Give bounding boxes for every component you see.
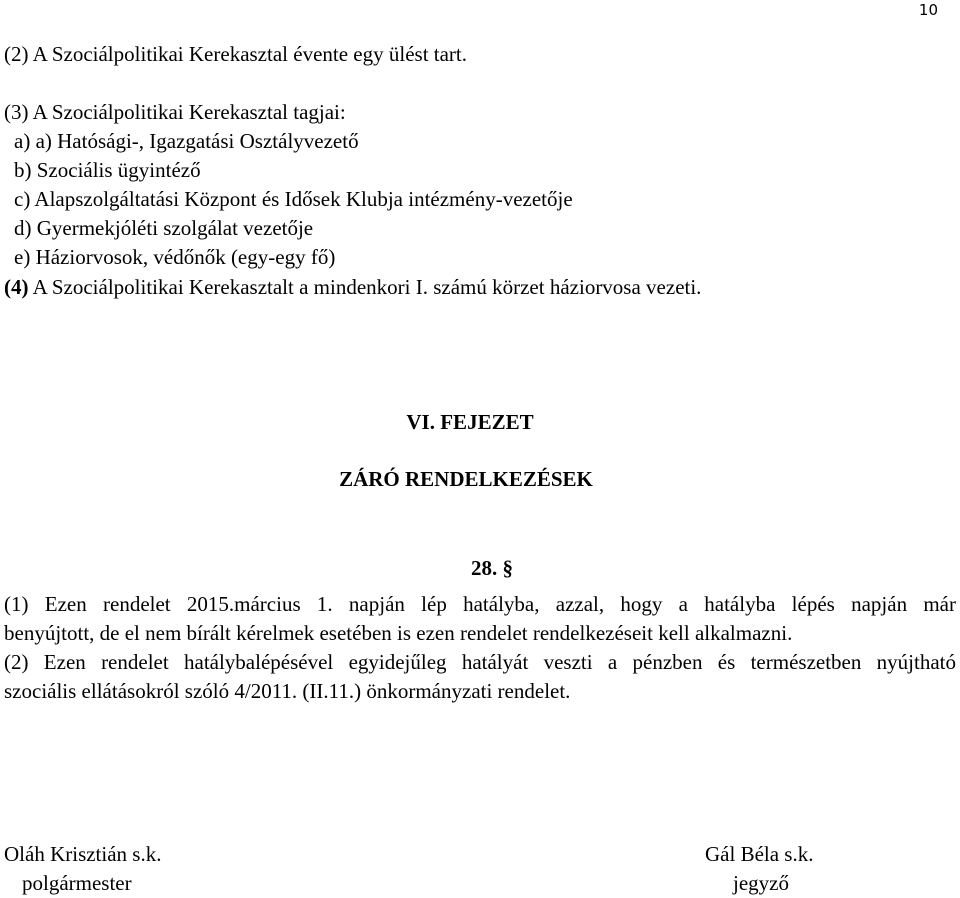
section-para-1-line-1: (1) Ezen rendelet 2015.március 1. napján lép hatályba, azzal, hogy a hatályba lépés napján már xyxy=(4,592,956,616)
page-number: 10 xyxy=(918,1,938,19)
section-heading xyxy=(12,554,960,583)
section-symbol: § xyxy=(502,556,513,580)
section-para-2-line-1: (2) Ezen rendelet hatálybalépésével egyidejűleg hatályát veszti a pénzben és természetben nyújtható xyxy=(4,650,956,674)
mayor-title: polgármester xyxy=(22,871,132,895)
notary-title: jegyző xyxy=(733,871,789,895)
chapter-number: VI. FEJEZET xyxy=(406,410,534,434)
member-item-d: d) Gyermekjóléti szolgálat vezetője xyxy=(14,216,314,240)
paragraph-4-number: (4) xyxy=(4,275,29,299)
paragraph-2: (2) A Szociálpolitikai Kerekasztal évente egy ülést tart. xyxy=(4,42,468,66)
member-item-c: c) Alapszolgáltatási Központ és Idősek Klubja intézmény-vezetője xyxy=(14,187,573,211)
section-para-1-line-2: benyújtott, de el nem bírált kérelmek esetében is ezen rendelet rendelkezéseit kell alkalmazni. xyxy=(4,621,793,645)
paragraph-4-text: A Szociálpolitikai Kerekasztalt a mindenkori I. számú körzet háziorvosa vezeti. xyxy=(28,275,702,299)
member-item-e: e) Háziorvosok, védőnők (egy-egy fő) xyxy=(14,245,336,269)
mayor-name: Oláh Krisztián s.k. xyxy=(4,842,162,866)
notary-name: Gál Béla s.k. xyxy=(705,842,814,866)
section-para-2-line-2: szociális ellátásokról szóló 4/2011. (II.11.) önkormányzati rendelet. xyxy=(4,679,571,703)
section-number: 28. xyxy=(471,556,498,580)
chapter-title: ZÁRÓ RENDELKEZÉSEK xyxy=(339,467,593,491)
paragraph-3-heading: (3) A Szociálpolitikai Kerekasztal tagjai: xyxy=(4,100,346,124)
member-item-b: b) Szociális ügyintéző xyxy=(14,158,201,182)
paragraph-4 xyxy=(4,273,701,302)
member-item-a: a) a) Hatósági-, Igazgatási Osztályvezető xyxy=(14,129,359,153)
